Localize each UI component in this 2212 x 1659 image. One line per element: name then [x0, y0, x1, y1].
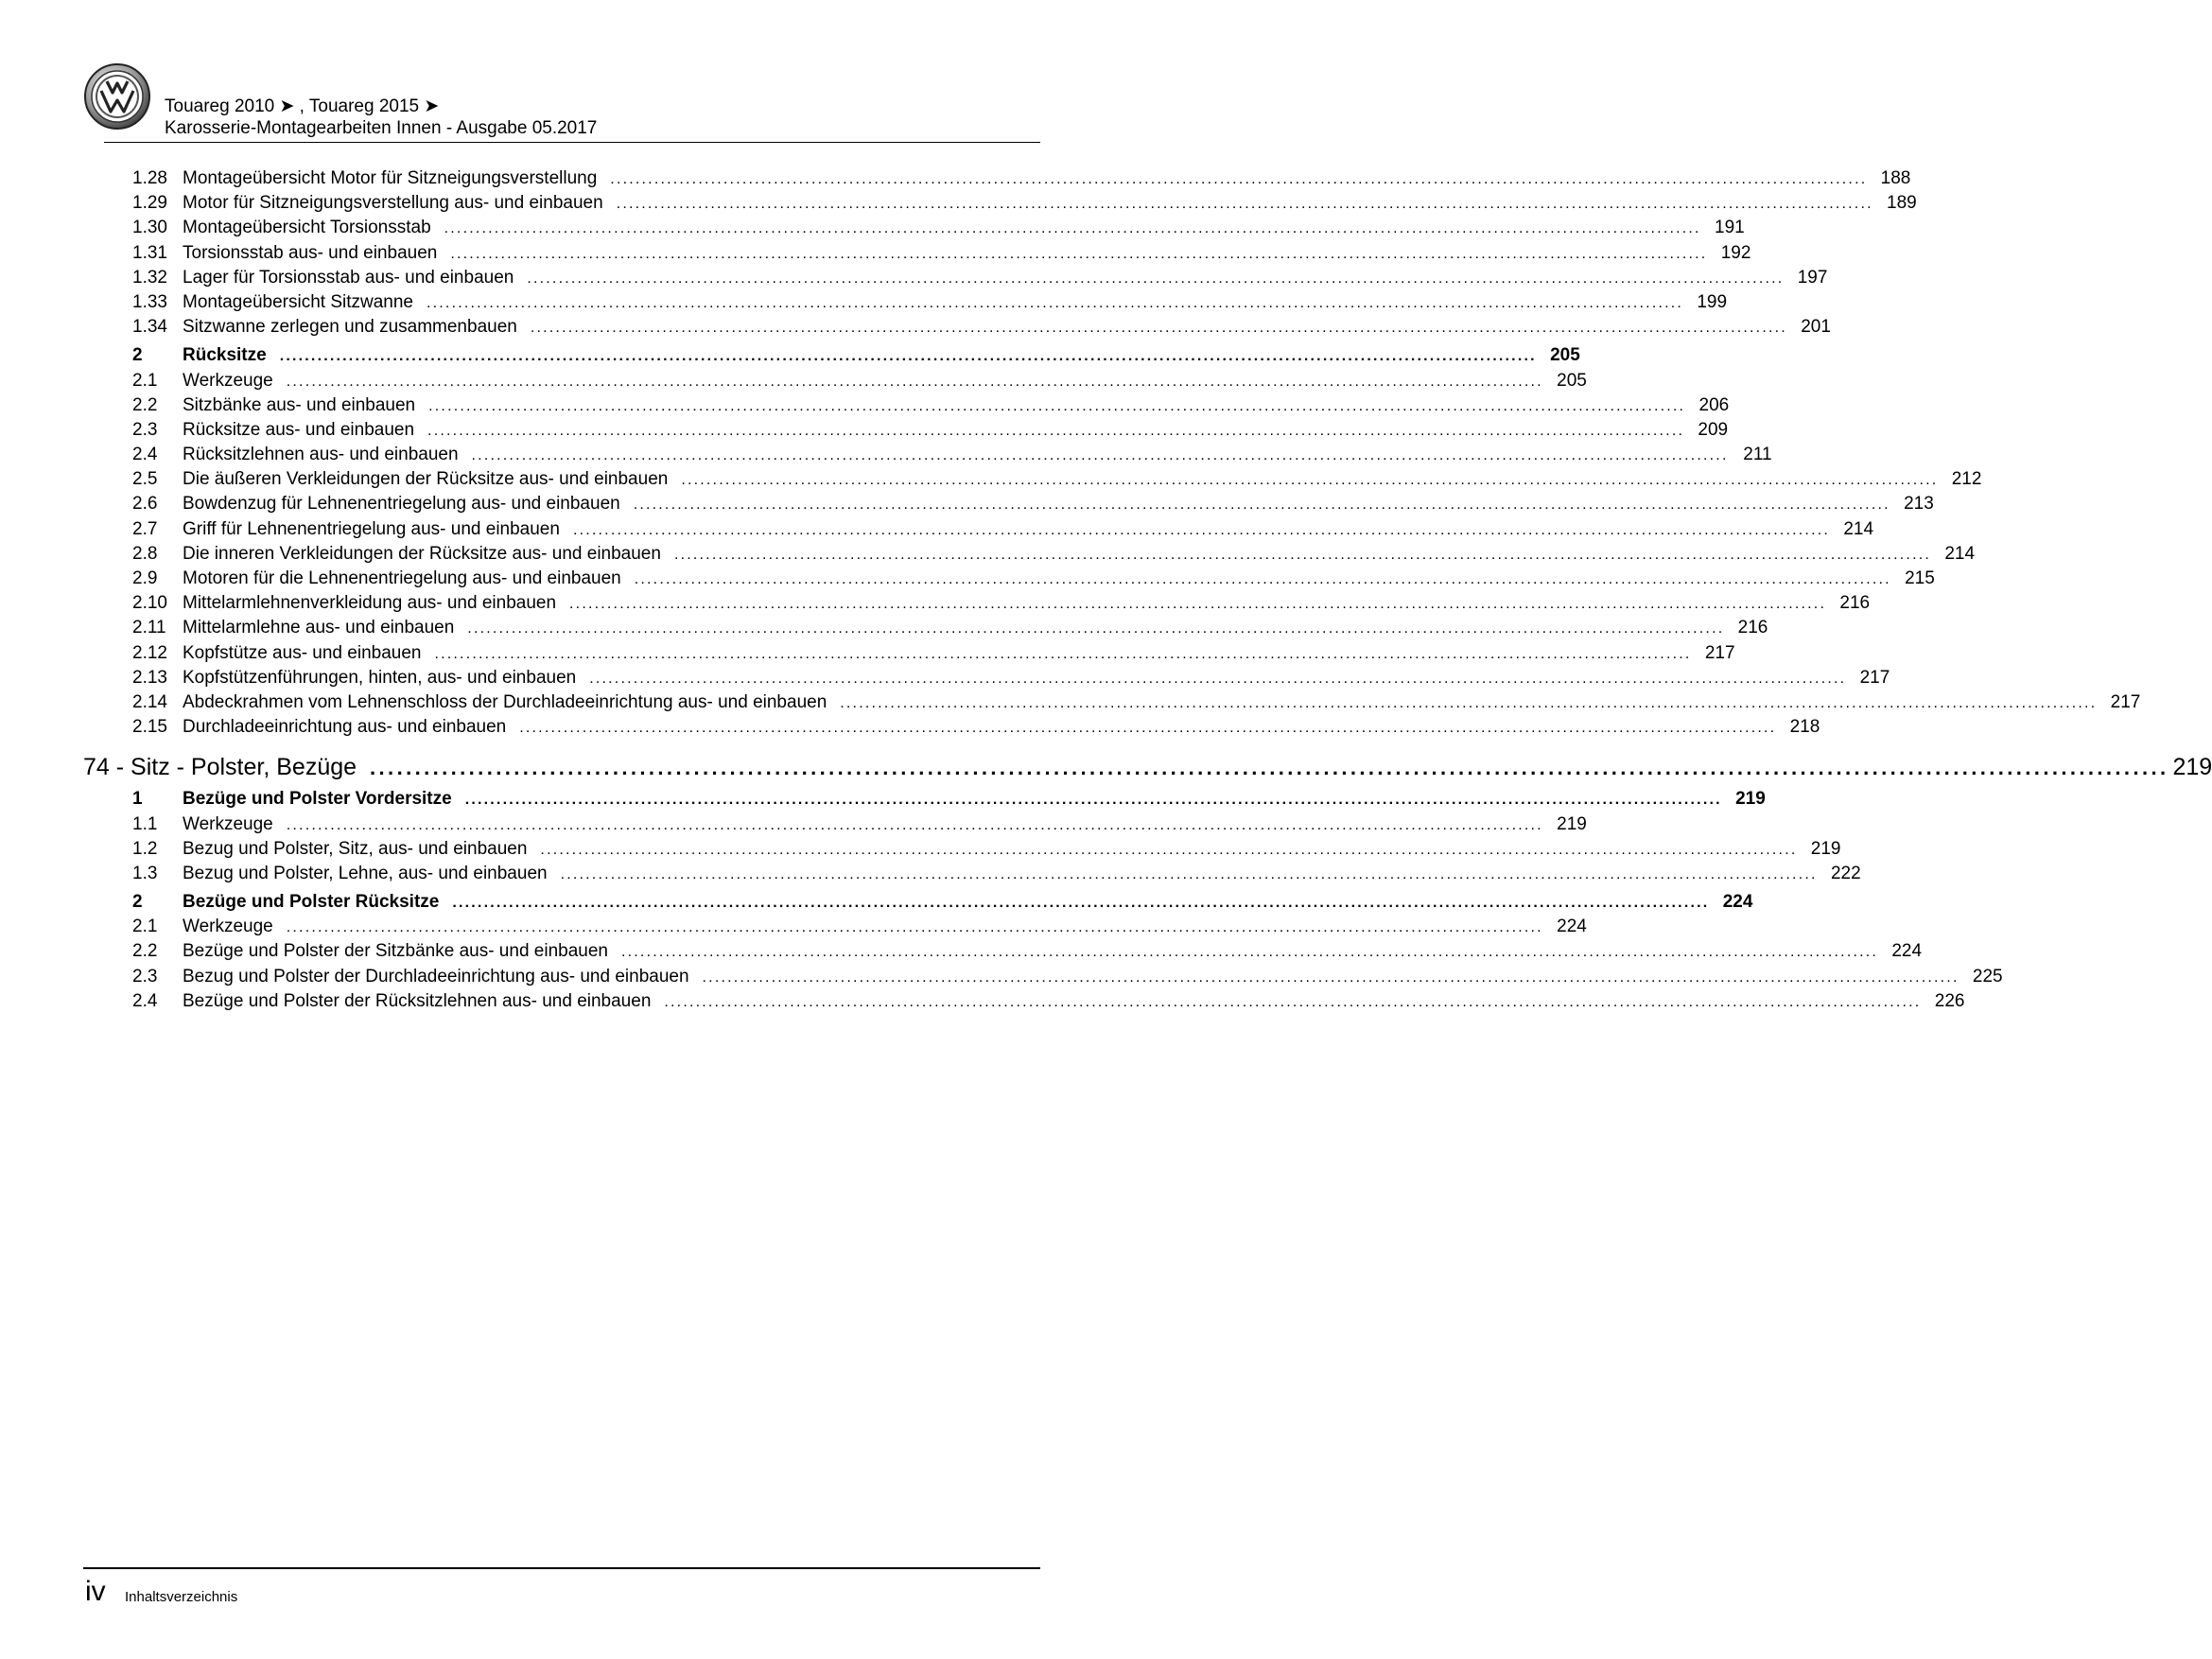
toc-page-number: 216	[1839, 593, 1871, 614]
header-model-line: Touareg 2010 ➤ , Touareg 2015 ➤	[165, 96, 440, 116]
toc-page-number: 226	[1934, 990, 1965, 1011]
toc-entry-row[interactable]	[83, 666, 1890, 690]
toc-entry-row[interactable]	[83, 517, 1874, 542]
toc-number: 1.29	[132, 193, 167, 214]
toc-page-number: 214	[1944, 543, 1976, 564]
toc-page-number: 211	[1743, 445, 1772, 465]
toc-entry-row[interactable]	[83, 216, 1745, 240]
toc-title: Montageübersicht Torsionsstab	[183, 218, 431, 238]
toc-page-number: 199	[1697, 291, 1728, 312]
page-header	[83, 62, 1040, 144]
toc-number: 2.3	[132, 966, 158, 987]
toc-title: 74 - Sitz - Polster, Bezüge	[83, 754, 357, 781]
toc-title: Mittelarmlehne aus- und einbauen	[183, 618, 455, 638]
toc-number: 2.2	[132, 394, 158, 415]
toc-number: 2.6	[132, 494, 158, 515]
toc-entry-row[interactable]	[83, 616, 1768, 640]
toc-title: Montageübersicht Sitzwanne	[183, 291, 413, 312]
toc-page-number: 209	[1698, 419, 1729, 440]
toc-title: Rücksitze aus- und einbauen	[183, 419, 415, 440]
toc-number: 2.8	[132, 543, 158, 564]
toc-number: 2	[132, 345, 143, 366]
toc-number: 1.33	[132, 291, 167, 312]
toc-dot-leader: ........................................................................................................................................................................................................	[569, 596, 1827, 613]
toc-title: Rücksitze	[183, 345, 267, 366]
toc-dot-leader: ........................................................................................................................................................................................................	[286, 816, 1543, 833]
toc-number: 2	[132, 892, 143, 913]
toc-dot-leader: ........................................................................................................................................................................................................	[540, 841, 1798, 858]
toc-number: 2.5	[132, 469, 158, 490]
toc-page-number: 217	[2110, 691, 2141, 712]
toc-title: Werkzeuge	[183, 813, 273, 834]
toc-entry-row[interactable]	[83, 418, 1729, 443]
toc-page-number: 219	[1810, 838, 1841, 859]
toc-dot-leader: ........................................................................................................................................................................................................	[633, 497, 1890, 514]
toc-dot-leader: ........................................................................................................................................................................................................	[444, 220, 1701, 237]
toc-entry-row[interactable]	[83, 641, 1735, 666]
toc-entry-row[interactable]	[83, 915, 1587, 939]
toc-dot-leader: ........................................................................................................................................................................................................	[702, 969, 1959, 986]
toc-title: Mittelarmlehnenverkleidung aus- und einbauen	[183, 593, 557, 614]
toc-title: Motoren für die Lehnenentriegelung aus- und einbauen	[183, 568, 621, 588]
toc-dot-leader: ........................................................................................................................................................................................................	[467, 620, 1725, 637]
toc-number: 2.1	[132, 917, 158, 937]
header-divider	[104, 142, 1040, 143]
toc-dot-leader: ........................................................................................................................................................................................................	[664, 993, 1922, 1010]
toc-number: 2.1	[132, 370, 158, 391]
toc-number: 1.1	[132, 813, 158, 834]
toc-dot-leader: ........................................................................................................................................................................................................	[428, 397, 1686, 414]
toc-number: 2.14	[132, 691, 167, 712]
toc-dot-leader: ........................................................................................................................................................................................................	[464, 792, 1722, 809]
toc-dot-leader: ........................................................................................................................................................................................................	[840, 694, 2098, 711]
toc-dot-leader: ........................................................................................................................................................................................................	[620, 944, 1879, 961]
toc-entry-row[interactable]	[83, 290, 1728, 315]
toc-page-number: 191	[1715, 218, 1745, 238]
toc-title: Montageübersicht Motor für Sitzneigungsverstellung	[183, 168, 598, 188]
toc-number: 2.4	[132, 990, 158, 1011]
toc-page-number: 215	[1905, 568, 1935, 588]
toc-page-number: 224	[1722, 892, 1753, 913]
toc-number: 2.15	[132, 717, 167, 738]
toc-page-number: 217	[1859, 667, 1890, 688]
toc-dot-leader: ........................................................................................................................................................................................................	[673, 546, 1932, 563]
toc-page-number: 197	[1797, 267, 1828, 288]
toc-title: Motor für Sitzneigungsverstellung aus- und einbauen	[183, 193, 603, 214]
toc-title: Bezüge und Polster Rücksitze	[183, 892, 440, 913]
toc-number: 1.32	[132, 267, 167, 288]
toc-title: Bezug und Polster, Sitz, aus- und einbauen	[183, 838, 528, 859]
toc-page-number: 188	[1880, 168, 1911, 188]
toc-page-number: 225	[1972, 966, 2003, 987]
toc-dot-leader: ........................................................................................................................................................................................................	[530, 320, 1787, 337]
toc-dot-leader: ........................................................................................................................................................................................................	[450, 245, 1708, 262]
toc-number: 2.13	[132, 667, 167, 688]
toc-number: 2.7	[132, 518, 158, 539]
toc-title: Bezüge und Polster der Sitzbänke aus- und einbauen	[183, 941, 608, 962]
toc-page-number: 219	[2172, 754, 2212, 781]
toc-entry-row[interactable]	[83, 191, 1917, 216]
toc-number: 2.11	[132, 618, 166, 638]
toc-dot-leader: ........................................................................................................................................................................................................	[572, 521, 1831, 538]
toc-number: 1.28	[132, 168, 167, 188]
toc-entry-row[interactable]	[83, 690, 2141, 715]
toc-page-number: 217	[1704, 642, 1735, 663]
toc-entry-row[interactable]	[83, 989, 1965, 1014]
toc-entry-row[interactable]	[83, 939, 1923, 964]
toc-dot-leader: ........................................................................................................................................................................................................	[634, 571, 1891, 587]
toc-title: Bezug und Polster der Durchladeeinrichtung aus- und einbauen	[183, 966, 689, 987]
toc-title: Bezüge und Polster der Rücksitzlehnen aus- und einbauen	[183, 990, 652, 1011]
toc-title: Durchladeeinrichtung aus- und einbauen	[183, 717, 507, 738]
header-title-line: Karosserie-Montagearbeiten Innen - Ausgabe 05.2017	[165, 118, 598, 138]
toc-title: Griff für Lehnenentriegelung aus- und einbauen	[183, 518, 560, 539]
toc-page-number: 206	[1698, 394, 1730, 415]
toc-title: Torsionsstab aus- und einbauen	[183, 242, 438, 263]
toc-title: Rücksitzlehnen aus- und einbauen	[183, 445, 459, 465]
toc-title: Lager für Torsionsstab aus- und einbauen	[183, 267, 514, 288]
toc-dot-leader: ........................................................................................................................................................................................................	[426, 294, 1684, 311]
toc-dot-leader: ........................................................................................................................................................................................................	[452, 895, 1710, 912]
toc-page-number: 213	[1904, 494, 1934, 515]
toc-title: Sitzwanne zerlegen und zusammenbauen	[183, 317, 517, 338]
toc-entry-row[interactable]	[83, 567, 1935, 591]
toc-number: 2.10	[132, 593, 167, 614]
toc-title: Bowdenzug für Lehnenentriegelung aus- und einbauen	[183, 494, 620, 515]
toc-dot-leader: ........................................................................................................................................................................................................	[286, 373, 1543, 390]
footer-divider	[83, 1567, 1040, 1569]
toc-section-row[interactable]	[83, 787, 1766, 812]
toc-title: Bezüge und Polster Vordersitze	[183, 789, 452, 810]
toc-number: 1.34	[132, 317, 167, 338]
table-of-contents	[83, 166, 2212, 1014]
toc-number: 2.2	[132, 941, 158, 962]
toc-entry-row[interactable]	[83, 812, 1587, 837]
toc-page-number: 224	[1891, 941, 1923, 962]
toc-dot-leader: ........................................................................................................................................................................................................	[427, 422, 1685, 439]
toc-entry-row[interactable]	[83, 837, 1841, 862]
toc-page-number: 219	[1735, 789, 1766, 810]
toc-entry-row[interactable]	[83, 241, 1751, 266]
toc-entry-row[interactable]	[83, 266, 1828, 290]
toc-number: 1.2	[132, 838, 158, 859]
toc-page-number: 205	[1557, 370, 1587, 391]
toc-dot-leader: ........................................................................................................................................................................................................	[434, 645, 1692, 662]
toc-title: Sitzbänke aus- und einbauen	[183, 394, 416, 415]
toc-title: Die inneren Verkleidungen der Rücksitze aus- und einbauen	[183, 543, 661, 564]
toc-dot-leader: ........................................................................................................................................................................................................	[589, 670, 1847, 687]
toc-chapter-row[interactable]	[83, 751, 2212, 783]
toc-title: Werkzeuge	[183, 370, 273, 391]
toc-page-number: 216	[1737, 618, 1768, 638]
toc-page-number: 189	[1887, 193, 1917, 214]
toc-number: 1	[132, 789, 143, 810]
toc-entry-row[interactable]	[83, 166, 1911, 191]
toc-entry-row[interactable]	[83, 542, 1976, 567]
toc-entry-row[interactable]	[83, 862, 1861, 886]
toc-number: 1.30	[132, 218, 167, 238]
toc-section-row[interactable]	[83, 343, 1580, 368]
toc-title: Kopfstützenführungen, hinten, aus- und einbauen	[183, 667, 577, 688]
toc-page-number: 224	[1557, 917, 1587, 937]
toc-entry-row[interactable]	[83, 591, 1871, 616]
toc-page-number: 205	[1550, 345, 1580, 366]
toc-title: Bezug und Polster, Lehne, aus- und einbauen	[183, 863, 548, 883]
toc-entry-row[interactable]	[83, 315, 1831, 340]
toc-entry-row[interactable]	[83, 443, 1772, 467]
toc-dot-leader: ........................................................................................................................................................................................................	[560, 865, 1818, 882]
footer-label: Inhaltsverzeichnis	[125, 1589, 238, 1605]
toc-entry-row[interactable]	[83, 393, 1730, 418]
toc-number: 2.3	[132, 419, 158, 440]
toc-number: 1.31	[132, 242, 167, 263]
toc-page-number: 222	[1830, 863, 1861, 883]
toc-dot-leader: ........................................................................................................................................................................................................	[610, 171, 1868, 187]
toc-dot-leader: ........................................................................................................................................................................................................	[279, 348, 1537, 365]
toc-title: Die äußeren Verkleidungen der Rücksitze aus- und einbauen	[183, 469, 669, 490]
toc-page-number: 201	[1801, 317, 1831, 338]
toc-entry-row[interactable]	[83, 369, 1587, 393]
footer-page-number: iv	[85, 1576, 106, 1607]
toc-dot-leader: ........................................................................................................................................................................................................	[286, 919, 1543, 936]
toc-page-number: 219	[1557, 813, 1587, 834]
toc-page-number: 218	[1789, 717, 1820, 738]
toc-title: Abdeckrahmen vom Lehnenschloss der Durchladeeinrichtung aus- und einbauen	[183, 691, 827, 712]
toc-dot-leader: ........................................................................................................................................................................................................	[370, 756, 2169, 780]
toc-entry-row[interactable]	[83, 715, 1820, 740]
toc-page-number: 212	[1951, 469, 1982, 490]
toc-dot-leader: ........................................................................................................................................................................................................	[616, 196, 1873, 213]
vw-logo-icon	[83, 62, 151, 131]
toc-number: 2.4	[132, 445, 158, 465]
toc-dot-leader: ........................................................................................................................................................................................................	[471, 447, 1729, 464]
toc-dot-leader: ........................................................................................................................................................................................................	[681, 472, 1939, 489]
toc-dot-leader: ........................................................................................................................................................................................................	[527, 270, 1785, 287]
toc-entry-row[interactable]	[83, 467, 1982, 492]
toc-number: 2.9	[132, 568, 158, 588]
toc-entry-row[interactable]	[83, 965, 2003, 989]
toc-number: 2.12	[132, 642, 167, 663]
toc-dot-leader: ........................................................................................................................................................................................................	[519, 720, 1777, 737]
toc-title: Kopfstütze aus- und einbauen	[183, 642, 422, 663]
toc-page-number: 192	[1720, 242, 1751, 263]
toc-entry-row[interactable]	[83, 492, 1934, 516]
toc-number: 1.3	[132, 863, 158, 883]
toc-section-row[interactable]	[83, 890, 1753, 915]
toc-page-number: 214	[1843, 518, 1874, 539]
toc-title: Werkzeuge	[183, 917, 273, 937]
